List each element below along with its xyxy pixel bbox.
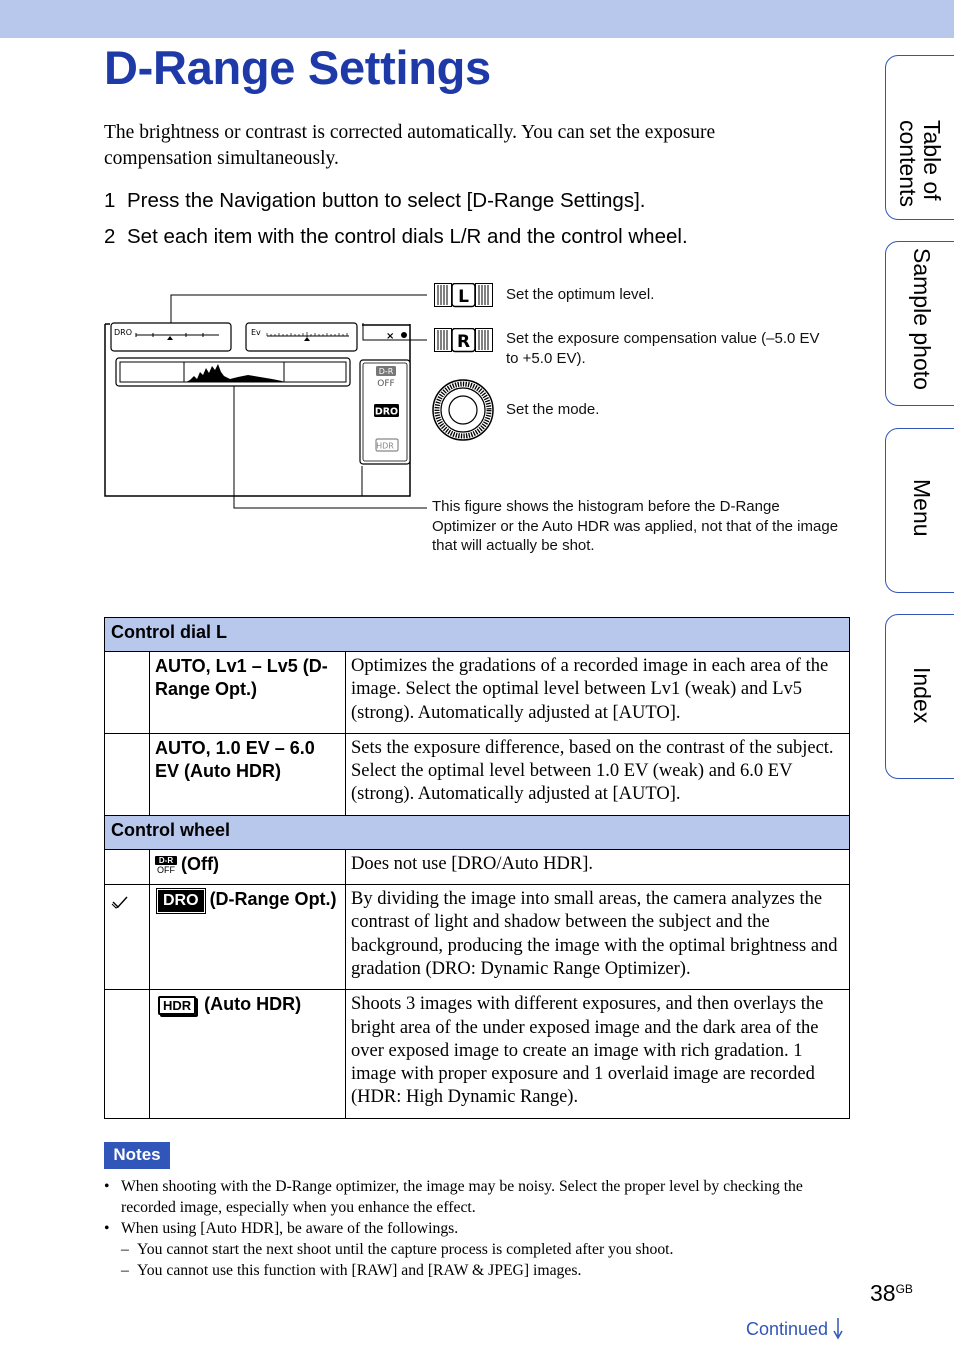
table-row [105, 849, 850, 884]
step-number: 1 [104, 189, 116, 212]
control-dial-l-icon [434, 283, 494, 308]
callout-histogram: This figure shows the histogram before the D-Range Optimizer or the Auto HDR was applied, not that of the image that will actually be shot. [432, 498, 839, 554]
tab-label: Table of contents [895, 120, 945, 207]
table-row [105, 990, 850, 1118]
step-text: Press the Navigation button to select [D-Range Settings]. [127, 189, 646, 212]
continued-link[interactable]: Continued [746, 1318, 843, 1340]
tab-sample-photo[interactable] [885, 241, 954, 406]
tab-label: Index [909, 667, 935, 724]
screen-dro-label: DRO [114, 328, 133, 337]
row-description: Optimizes the gradations of a recorded image in each area of the image. Select the optimal level between Lv1 (weak) and Lv5 (strong). Automatically adjusted at [AUTO]. [346, 652, 850, 734]
step-2 [104, 225, 688, 249]
page-title: D-Range Settings [104, 41, 491, 94]
control-dial-r-icon [434, 328, 494, 353]
row-label: AUTO, Lv1 – Lv5 (D-Range Opt.) [150, 652, 346, 734]
svg-text:×: × [386, 331, 395, 342]
row-description: By dividing the image into small areas, the camera analyzes the contrast of light and shadow between the subject and the background, producing the image with the optimal brightness and gradation (DRO: Dynamic Range Optimizer). [346, 885, 850, 990]
mode-off-top: D-R [378, 367, 394, 376]
table-row [105, 652, 850, 734]
row-label: D-R OFF (Off) [150, 849, 346, 884]
screen-ev-label: Ev [251, 328, 261, 337]
tab-table-of-contents[interactable] [885, 55, 954, 220]
row-description: Sets the exposure difference, based on the contrast of the subject. Select the optimal level between 1.0 EV (weak) and 6.0 EV (strong). Automatically adjusted at [AUTO]. [346, 733, 850, 815]
list-item: – You cannot start the next shoot until the capture process is completed after you shoot. [121, 1241, 674, 1258]
callout-dial-l: Set the optimum level. [506, 286, 655, 303]
row-label: AUTO, 1.0 EV – 6.0 EV (Auto HDR) [150, 733, 346, 815]
control-wheel-icon [431, 378, 495, 442]
dr-off-icon: D-R OFF [157, 855, 175, 875]
table-row [105, 733, 850, 815]
settings-table [104, 617, 850, 1119]
table-section-header [105, 815, 850, 849]
list-item: – You cannot use this function with [RAW] and [RAW & JPEG] images. [121, 1262, 582, 1279]
mode-off-bottom: OFF [377, 379, 395, 389]
dial-l-letter: L [458, 287, 469, 307]
row-label: HDR (Auto HDR) [150, 990, 346, 1118]
mode-dro: DRO [374, 406, 399, 418]
list-item: • When shooting with the D-Range optimizer, the image may be noisy. Select the proper level by checking the recorded image, especially when you enhance the effect. [104, 1178, 803, 1216]
section-control-dial-l: Control dial L [105, 618, 850, 652]
notes-badge: Notes [104, 1142, 170, 1169]
mode-hdr: HDR [376, 441, 394, 451]
callout-dial-r: Set the exposure compensation value (–5.0 EV to +5.0 EV). [506, 330, 820, 367]
tab-label: Sample photo [909, 248, 935, 390]
header-band [0, 0, 954, 38]
step-number: 2 [104, 225, 116, 248]
dro-icon: DRO [158, 890, 204, 912]
arrow-down-icon [833, 1318, 843, 1340]
row-description: Shoots 3 images with different exposures, and then overlays the bright area of the under exposed image and the dark area of the over exposed image to create an image with rich gradation. 1 image with proper exposure and 1 overlaid image are recorded (HDR: High Dynamic Range). [346, 990, 850, 1118]
row-description: Does not use [DRO/Auto HDR]. [346, 849, 850, 884]
intro-text: The brightness or contrast is corrected automatically. You can set the exposure compensation simultaneously. [104, 122, 716, 169]
hdr-icon: HDR [158, 996, 196, 1015]
tab-label: Menu [909, 479, 935, 537]
list-item: • When using [Auto HDR], be aware of the followings. [104, 1220, 459, 1237]
step-1 [104, 189, 645, 213]
tab-menu[interactable] [885, 428, 954, 593]
table-section-header [105, 618, 850, 652]
dial-r-letter: R [456, 332, 471, 352]
tab-index[interactable] [885, 614, 954, 779]
screen-diagram [100, 280, 430, 512]
section-control-wheel: Control wheel [105, 815, 850, 849]
step-text: Set each item with the control dials L/R and the control wheel. [127, 225, 688, 248]
row-label: DRO (D-Range Opt.) [150, 885, 346, 990]
default-setting-check-icon [111, 895, 129, 909]
notes-list [104, 1176, 852, 1281]
page-number: $38^{GB}$ [870, 1280, 913, 1306]
callout-wheel: Set the mode. [506, 401, 600, 418]
table-row [105, 885, 850, 990]
